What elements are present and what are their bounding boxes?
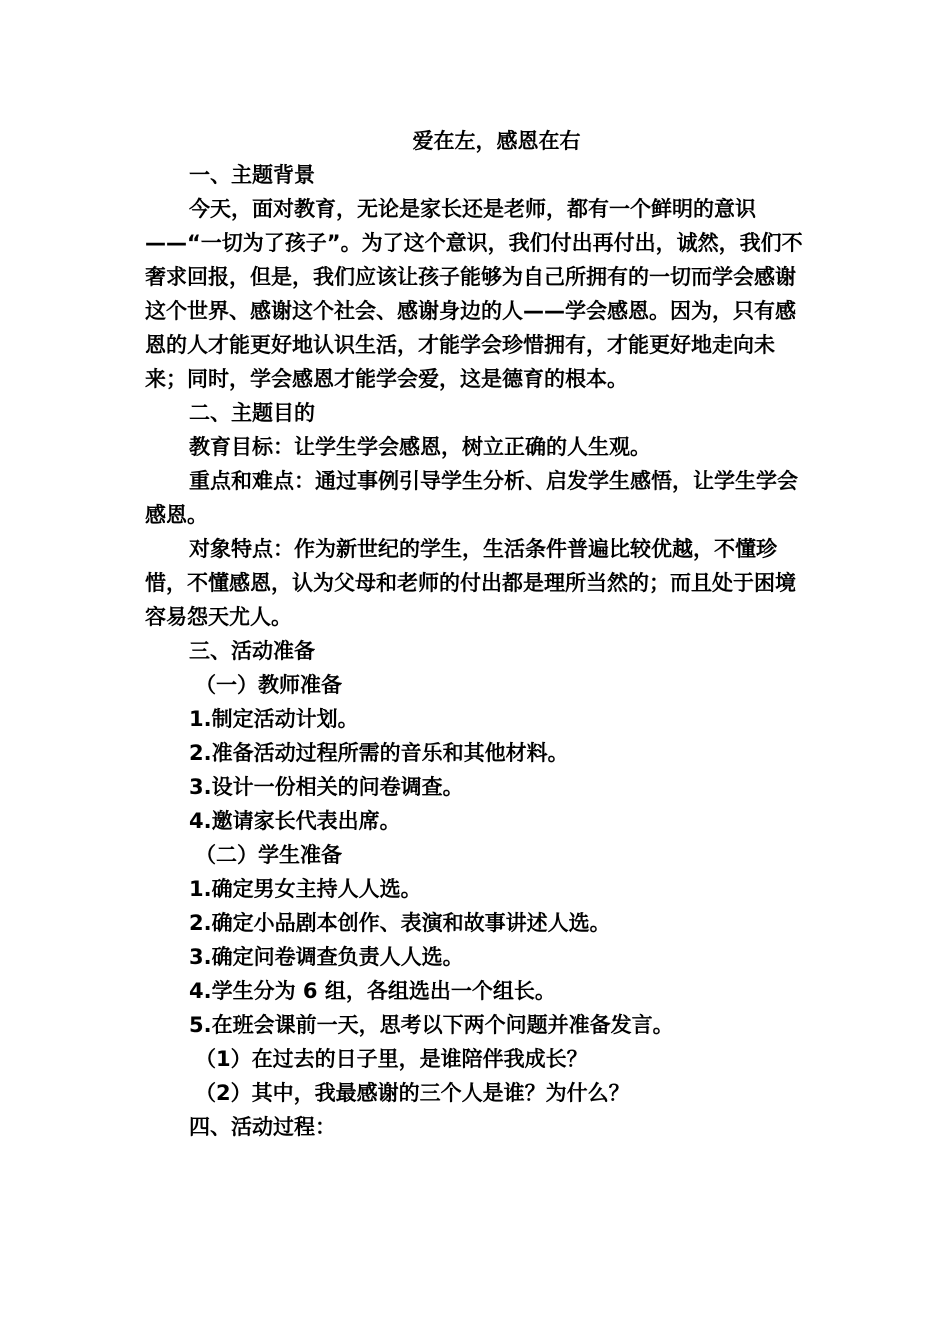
- heading-activity-process: 四、活动过程：: [189, 1115, 336, 1139]
- list-item-teacher-1: 1.制定活动计划。: [189, 707, 359, 731]
- heading-activity-preparation: 三、活动准备: [189, 639, 315, 663]
- heading-theme-purpose: 二、主题目的: [189, 401, 315, 425]
- document-body: [145, 124, 810, 1144]
- subheading-teacher-preparation: （一）教师准备: [195, 673, 342, 697]
- list-item-teacher-2: 2.准备活动过程所需的音乐和其他材料。: [189, 741, 569, 765]
- list-item-student-2: 2.确定小品剧本创作、表演和故事讲述人选。: [189, 911, 611, 935]
- paragraph-background-body: 今天，面对教育，无论是家长还是老师，都有一个鲜明的意识——“一切为了孩子”。为了这个意识，我们付出再付出，诚然，我们不奢求回报，但是，我们应该让孩子能够为自己所拥有的一切而学会感谢这个世界、感谢这个社会、感谢身边的人——学会感恩。因为，只有感恩的人才能更好地认识生活，才能学会珍惜拥有，才能更好地走向未来；同时，学会感恩才能学会爱，这是德育的根本。: [145, 197, 803, 391]
- paragraph-education-goal: 教育目标：让学生学会感恩，树立正确的人生观。: [189, 435, 651, 459]
- list-item-student-1: 1.确定男女主持人人选。: [189, 877, 422, 901]
- heading-theme-background: 一、主题背景: [189, 163, 315, 187]
- question-item-1: （1）在过去的日子里，是谁陪伴我成长？: [195, 1047, 588, 1071]
- question-item-2: （2）其中，我最感谢的三个人是谁？为什么？: [195, 1081, 630, 1105]
- paragraph-target-traits: 对象特点：作为新世纪的学生，生活条件普遍比较优越，不懂珍惜，不懂感恩，认为父母和老师的付出都是理所当然的；而且处于困境容易怨天尤人。: [145, 537, 796, 629]
- list-item-teacher-4: 4.邀请家长代表出席。: [189, 809, 401, 833]
- paragraph-key-points: 重点和难点：通过事例引导学生分析、启发学生感悟，让学生学会感恩。: [145, 469, 798, 527]
- list-item-student-3: 3.确定问卷调查负责人人选。: [189, 945, 464, 969]
- document-title: 爱在左，感恩在右: [412, 129, 581, 153]
- list-item-student-4: 4.学生分为 6 组，各组选出一个组长。: [189, 979, 556, 1003]
- subheading-student-preparation: （二）学生准备: [195, 843, 342, 867]
- list-item-student-5: 5.在班会课前一天，思考以下两个问题并准备发言。: [189, 1013, 674, 1037]
- list-item-teacher-3: 3.设计一份相关的问卷调查。: [189, 775, 464, 799]
